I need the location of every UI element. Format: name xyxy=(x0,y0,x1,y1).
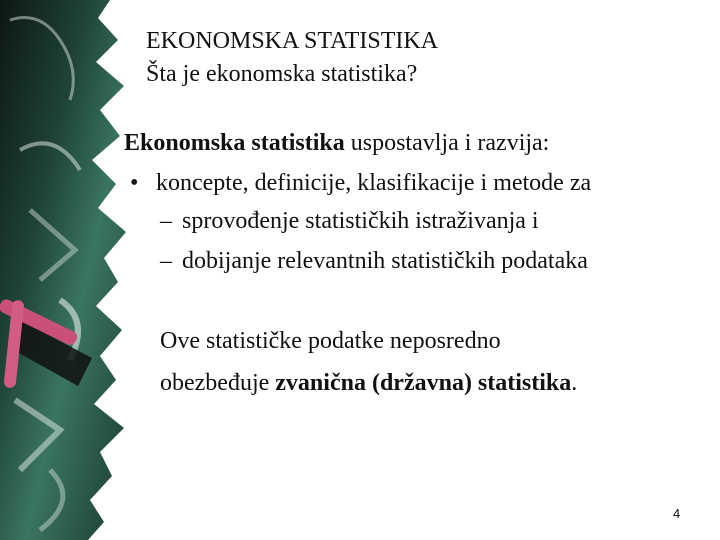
sub-item-text: sprovođenje statističkih istraživanja i xyxy=(182,208,539,234)
closing-text-end: . xyxy=(571,370,578,396)
sub-item xyxy=(160,206,539,236)
bullet-item xyxy=(130,168,591,198)
closing-line-2 xyxy=(160,368,577,398)
intro-bold-term: Ekonomska statistika xyxy=(124,130,345,156)
sub-item-text: dobijanje relevantnih statističkih podataka xyxy=(182,248,588,274)
closing-text-start: obezbeđuje xyxy=(160,370,276,396)
closing-line-1: Ove statističke podatke neposredno xyxy=(160,328,501,354)
chalkboard-decoration xyxy=(0,0,135,540)
bullet-text: koncepte, definicije, klasifikacije i metode za xyxy=(156,170,592,196)
slide-title: EKONOMSKA STATISTIKA xyxy=(146,28,439,54)
slide-subtitle: Šta je ekonomska statistika? xyxy=(146,61,418,87)
intro-line xyxy=(124,128,549,158)
dash-symbol: – xyxy=(160,248,172,274)
dash-symbol: – xyxy=(160,208,172,234)
closing-bold-term: zvanična (državna) statistika xyxy=(275,370,572,396)
intro-text: uspostavlja i razvija: xyxy=(344,130,550,156)
sub-item xyxy=(160,246,588,276)
chalkboard-image xyxy=(0,0,135,540)
bullet-symbol: • xyxy=(130,170,139,196)
page-number: 4 xyxy=(673,506,681,521)
